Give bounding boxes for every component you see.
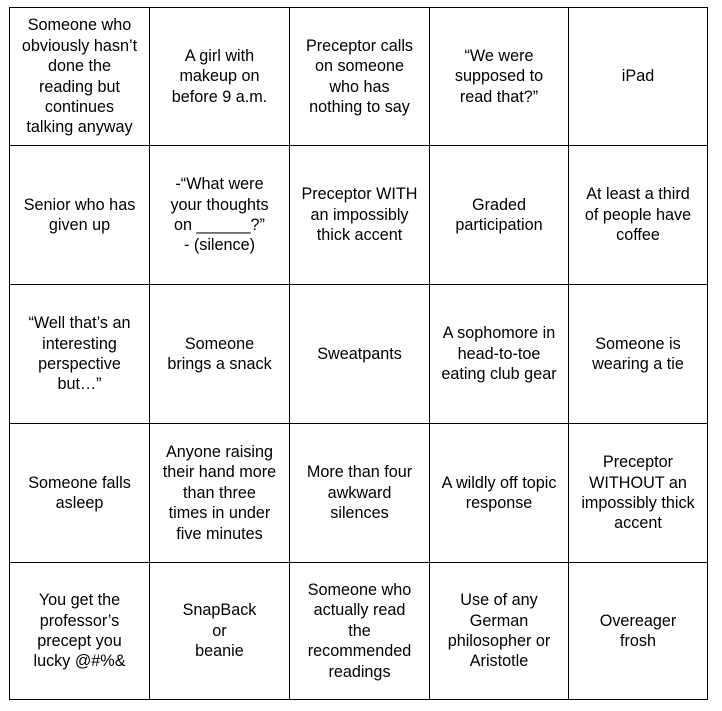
bingo-cell-r3c3: Sweatpants — [290, 285, 430, 424]
bingo-cell-r1c2: A girl with makeup on before 9 a.m. — [150, 8, 290, 146]
bingo-cell-r3c4: A sophomore in head-to-toe eating club gear — [430, 285, 569, 424]
bingo-cell-r5c5: Overeager frosh — [599, 611, 677, 650]
bingo-cell-r2c2: -“What were your thoughts on ______?” - (silence) — [150, 146, 290, 285]
bingo-cell-r5c2: SnapBack or beanie — [150, 563, 290, 699]
bingo-cell-r2c5: At least a third of people have coffee — [569, 146, 707, 285]
bingo-cell-r4c3: More than four awkward silences — [290, 424, 430, 563]
bingo-cell-r1c3: Preceptor calls on someone who has nothing to say — [290, 8, 430, 146]
bingo-cell-r2c1: Senior who has given up — [10, 146, 150, 285]
bingo-cell-r1c4: “We were supposed to read that?” — [430, 8, 569, 146]
bingo-cell-r2c3: Preceptor WITH an impossibly thick accent — [290, 146, 430, 285]
bingo-cell-r1c1: Someone who obviously hasn’t done the reading but continues talking anyway — [10, 8, 150, 146]
bingo-cell-r3c2: Someone brings a snack — [150, 285, 290, 424]
bingo-cell-r4c1: Someone falls asleep — [10, 424, 150, 563]
bingo-cell-r4c2: Anyone raising their hand more than three times in under five minutes — [150, 424, 290, 563]
bingo-cell-r4c4: A wildly off topic response — [430, 424, 569, 563]
bingo-board — [9, 7, 708, 700]
bingo-cell-r5c3: Someone who actually read the recommended readings — [290, 563, 430, 699]
bingo-cell-r5c4: Use of any German philosopher or Aristotle — [430, 563, 569, 699]
bingo-cell-r4c5: Preceptor WITHOUT an impossibly thick accent — [569, 424, 707, 563]
bingo-cell-r3c5: Someone is wearing a tie — [569, 285, 707, 424]
bingo-cell-r2c4: Graded participation — [430, 146, 569, 285]
bingo-cell-r3c1: “Well that’s an interesting perspective but…” — [10, 285, 150, 424]
bingo-cell-r5c1: You get the professor’s precept you lucky @#%& — [10, 563, 150, 699]
bingo-cell-r1c5: iPad — [569, 8, 707, 146]
